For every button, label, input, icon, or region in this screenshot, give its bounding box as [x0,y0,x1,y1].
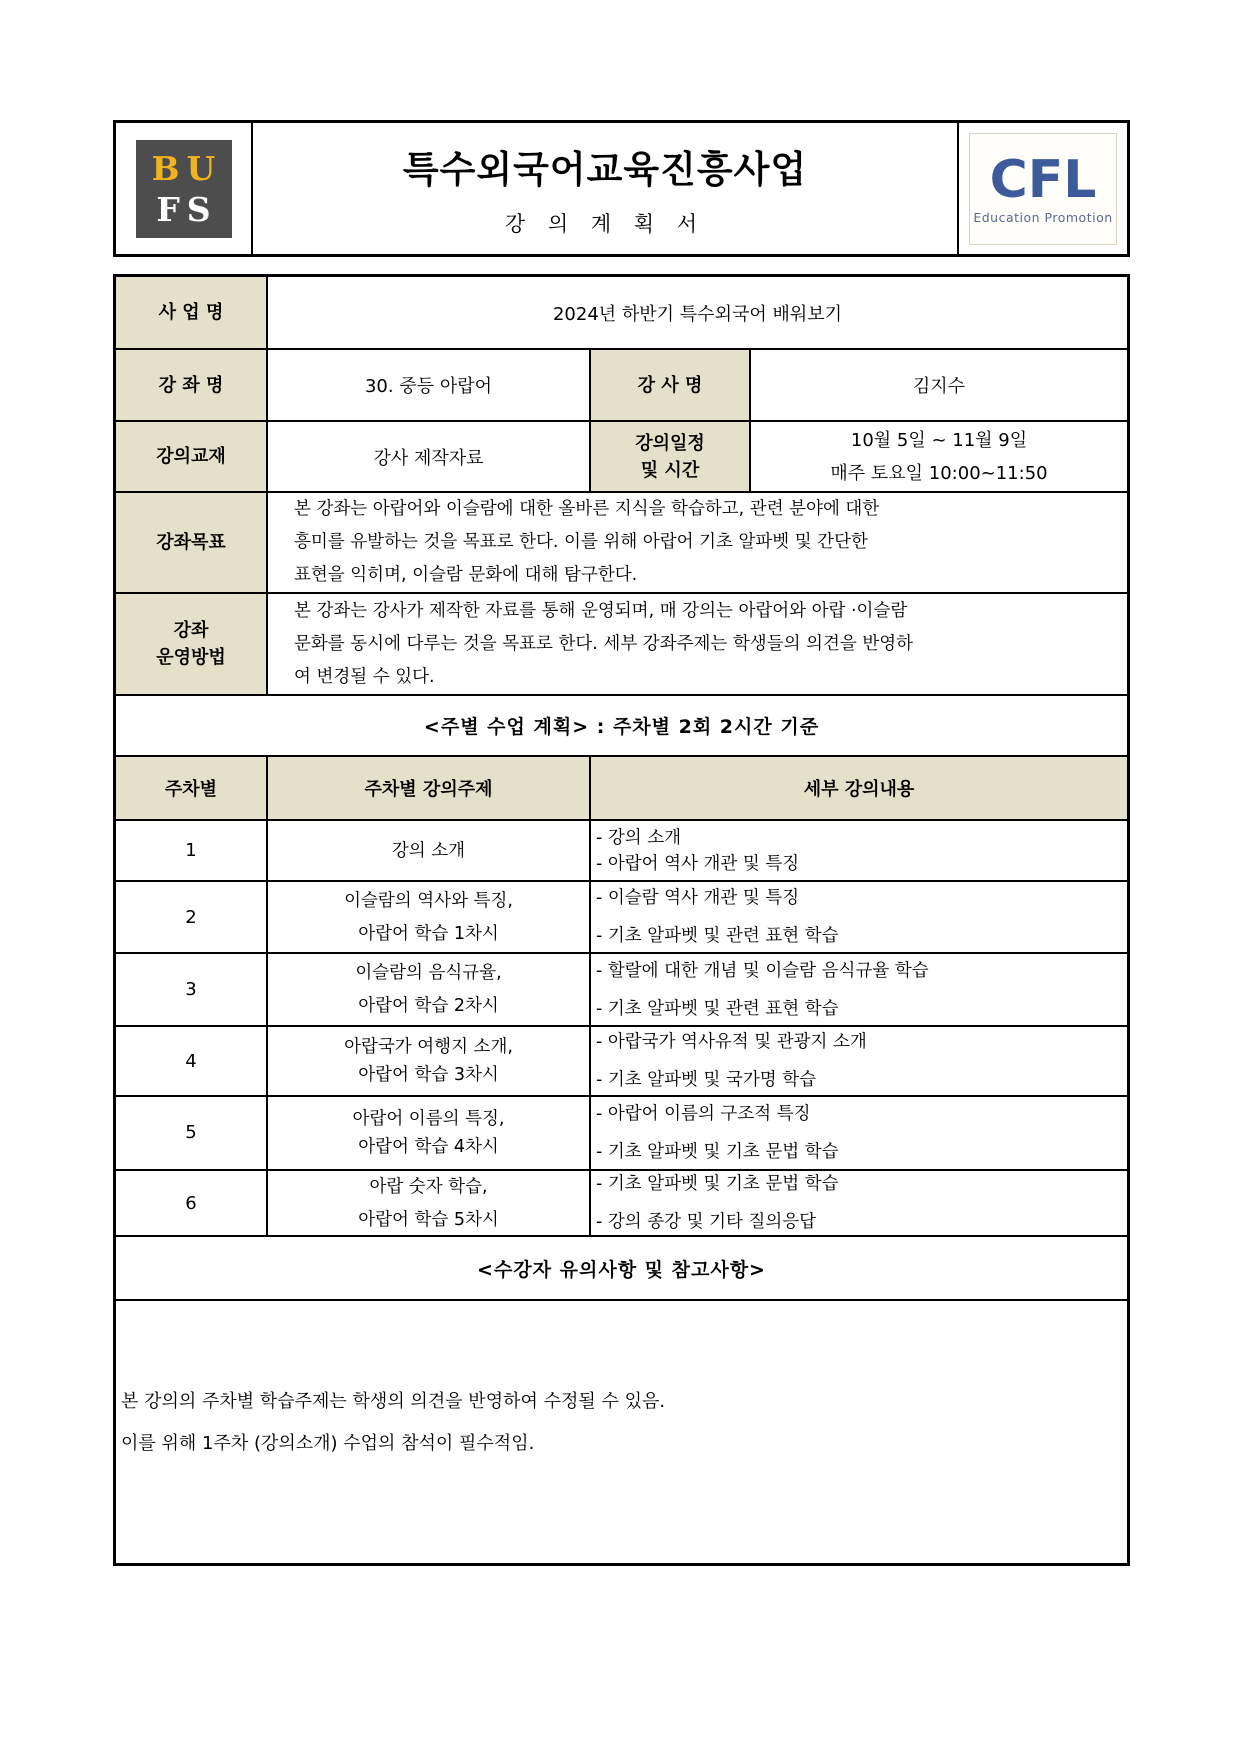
bufs-logo-cell [116,123,253,254]
notes-row [116,1301,1127,1563]
bufs-logo-text-bottom: FS [156,189,218,229]
week-number: 1 [116,821,268,880]
week-detail-line: - 강의 소개 [596,827,682,848]
textbook-row [116,422,1127,493]
textbook-label: 강의교재 [116,422,268,491]
course-goal-row [116,493,1127,594]
detail-column-header: 세부 강의내용 [591,757,1127,819]
week-details [591,954,1127,1025]
course-name-value: 30. 중등 아랍어 [268,350,591,420]
week-row-6 [116,1171,1127,1237]
week-number: 2 [116,882,268,952]
business-name-value: 2024년 하반기 특수외국어 배워보기 [552,303,843,325]
week-topic [268,954,591,1025]
business-name-row [116,277,1127,350]
week-row-4 [116,1027,1127,1097]
week-detail-line: - 기초 알파벳 및 관련 표현 학습 [596,998,839,1019]
course-goal-line: 본 강좌는 아랍어와 이슬람에 대한 올바른 지식을 학습하고, 관련 분야에 대한 [294,499,880,519]
week-column-header: 주차별 [116,757,268,819]
syllabus-page [113,120,1130,1566]
topic-column-header: 주차별 강의주제 [268,757,591,819]
header-title-cell [253,123,959,254]
course-goal-label: 강좌목표 [116,493,268,592]
week-topic [268,821,591,880]
cfl-logo-cell [959,123,1127,254]
week-topic-line: 아랍어 학습 4차시 [358,1137,499,1157]
schedule-label-line2: 및 시간 [640,459,700,481]
header-table [113,120,1130,257]
cfl-logo-text: CFL [989,149,1097,210]
week-detail-line: - 강의 종강 및 기타 질의응답 [596,1212,817,1232]
textbook-value: 강사 제작자료 [268,422,591,491]
cfl-logo [969,133,1117,245]
schedule-label-line1: 강의일정 [635,432,705,454]
week-detail-line: - 아랍어 이름의 구조적 특징 [596,1104,811,1124]
week-topic [268,1097,591,1169]
week-detail-line: - 기초 알파벳 및 관련 표현 학습 [596,926,839,946]
week-number: 3 [116,954,268,1025]
week-detail-line: - 기초 알파벳 및 국가명 학습 [596,1070,817,1090]
week-row-5 [116,1097,1127,1171]
weekly-plan-header-row [116,757,1127,821]
course-goal-text [268,493,1127,592]
notes-line: 본 강의의 주차별 학습주제는 학생의 의견을 반영하여 수정될 수 있음. [121,1391,666,1412]
week-detail-line: - 할랄에 대한 개념 및 이슬람 음식규율 학습 [596,960,929,981]
course-goal-line: 흥미를 유발하는 것을 목표로 한다. 이를 위해 아랍어 기초 알파벳 및 간단한 [294,532,868,552]
business-name-label: 사 업 명 [116,277,268,348]
syllabus-table [113,274,1130,1566]
week-topic-line: 이슬람의 음식규율, [355,963,502,983]
week-topic-line: 아랍어 학습 5차시 [358,1209,499,1230]
notes-text [116,1301,1127,1563]
week-details [591,1097,1127,1169]
course-method-label [116,594,268,694]
week-detail-line: - 아랍어 역사 개관 및 특징 [596,853,800,874]
cfl-logo-caption: Education Promotion [973,209,1113,225]
week-detail-line: - 아랍국가 역사유적 및 관광지 소개 [596,1032,867,1052]
course-method-label-line2: 운영방법 [156,647,226,668]
course-method-text [268,594,1127,694]
document-subtitle: 강 의 계 획 서 [504,212,706,236]
course-goal-line: 표현을 익히며, 이슬람 문화에 대해 탐구한다. [294,565,638,585]
schedule-label [591,422,751,491]
week-topic-line: 아랍어 이름의 특징, [352,1109,505,1129]
week-detail-line: - 이슬람 역사 개관 및 특징 [596,888,800,908]
week-number: 6 [116,1171,268,1235]
document-title: 특수외국어교육진흥사업 [402,148,808,191]
week-details [591,882,1127,952]
schedule-dates: 10월 5일 ~ 11월 9일 [850,429,1028,451]
course-method-label-line1: 강좌 [173,620,209,641]
notes-section-title: <수강자 유의사항 및 참고사항> [477,1258,766,1281]
schedule-value [751,422,1127,491]
notes-section-row [116,1237,1127,1301]
week-row-1 [116,821,1127,882]
week-topic-line: 아랍어 학습 3차시 [358,1065,499,1085]
week-topic-line: 아랍어 학습 1차시 [358,923,499,944]
schedule-time: 매주 토요일 10:00~11:50 [830,462,1048,484]
week-topic-line: 아랍어 학습 2차시 [358,996,499,1016]
week-details [591,1171,1127,1235]
course-method-row [116,594,1127,696]
week-topic-line: 강의 소개 [391,840,466,861]
course-method-line: 본 강좌는 강사가 제작한 자료를 통해 운영되며, 매 강의는 아랍어와 아랍 ·이슬람 [294,600,908,621]
week-detail-line: - 기초 알파벳 및 기초 문법 학습 [596,1142,839,1162]
week-details [591,821,1127,880]
week-number: 5 [116,1097,268,1169]
week-topic-line: 아랍 숫자 학습, [369,1176,488,1197]
course-name-label: 강 좌 명 [116,350,268,420]
week-row-3 [116,954,1127,1027]
week-details [591,1027,1127,1095]
course-method-line: 문화를 동시에 다루는 것을 목표로 한다. 세부 강좌주제는 학생들의 의견을 반영하 [294,633,914,654]
weekly-plan-section-row [116,696,1127,757]
week-number: 4 [116,1027,268,1095]
notes-line: 이를 위해 1주차 (강의소개) 수업의 참석이 필수적임. [121,1433,535,1454]
week-detail-line: - 기초 알파벳 및 기초 문법 학습 [596,1174,839,1194]
week-topic-line: 이슬람의 역사와 특징, [344,890,513,911]
week-topic [268,1171,591,1235]
week-topic [268,882,591,952]
weekly-plan-section-title: <주별 수업 계획> : 주차별 2회 2시간 기준 [423,716,820,738]
bufs-logo [136,140,232,238]
week-topic-line: 아랍국가 여행지 소개, [344,1037,513,1057]
bufs-logo-text-top: BU [151,148,223,188]
course-method-line: 여 변경될 수 있다. [294,666,435,687]
week-topic [268,1027,591,1095]
course-name-row [116,350,1127,422]
instructor-value: 김지수 [912,376,966,397]
instructor-label: 강 사 명 [591,350,751,420]
week-row-2 [116,882,1127,954]
